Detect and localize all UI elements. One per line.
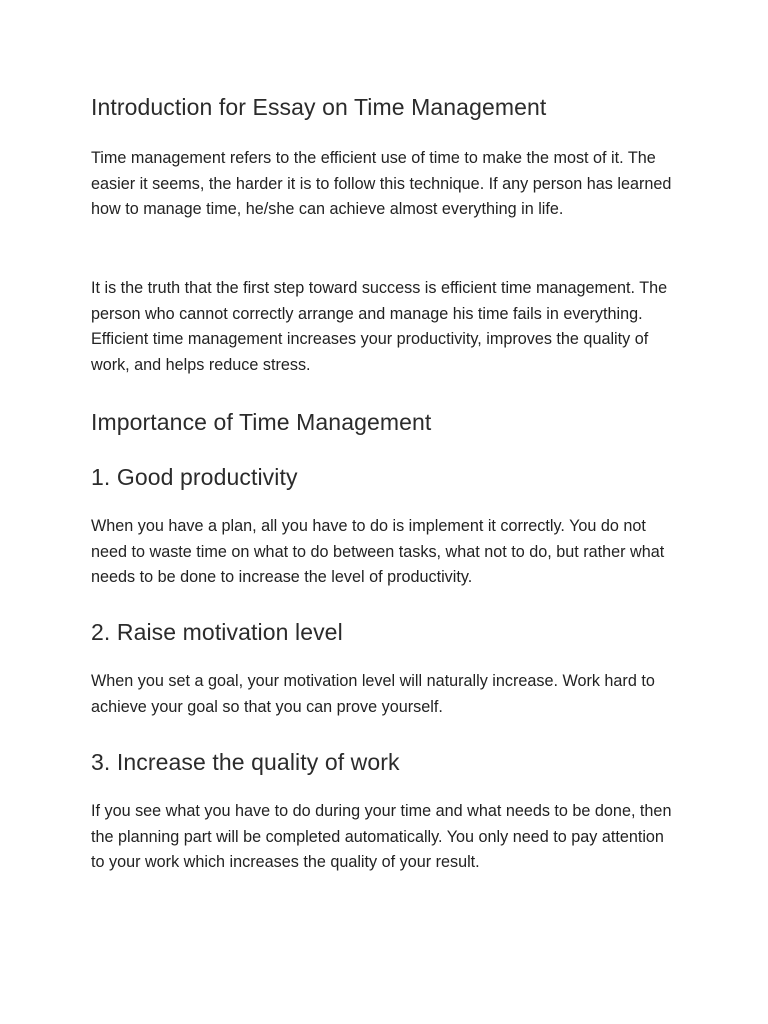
- section-body-productivity: When you have a plan, all you have to do is implement it correctly. You do not need to waste time on what to do between tasks, what not to do, but rather what needs to be done to increase the level of productivity.: [91, 517, 665, 587]
- section-heading-quality: 3. Increase the quality of work: [91, 749, 400, 775]
- intro-paragraph-1: Time management refers to the efficient use of time to make the most of it. The easier it seems, the harder it is to follow this technique. If any person has learned how to manage time, he/she can achieve almost everything in life.: [91, 149, 672, 219]
- section-heading-productivity: 1. Good productivity: [91, 464, 298, 490]
- intro-paragraph-2: It is the truth that the first step toward success is efficient time management. The person who cannot correctly arrange and manage his time fails in everything. Efficient time management increases your productivity, improves the quality of work, and helps reduce stress.: [91, 279, 668, 374]
- document-title: Introduction for Essay on Time Management: [91, 94, 547, 120]
- importance-heading: Importance of Time Management: [91, 409, 432, 435]
- section-heading-motivation: 2. Raise motivation level: [91, 619, 343, 645]
- section-body-motivation: When you set a goal, your motivation level will naturally increase. Work hard to achieve your goal so that you can prove yourself.: [91, 672, 655, 716]
- section-body-quality: If you see what you have to do during your time and what needs to be done, then the planning part will be completed automatically. You only need to pay attention to your work which increases the quality of your result.: [91, 802, 672, 872]
